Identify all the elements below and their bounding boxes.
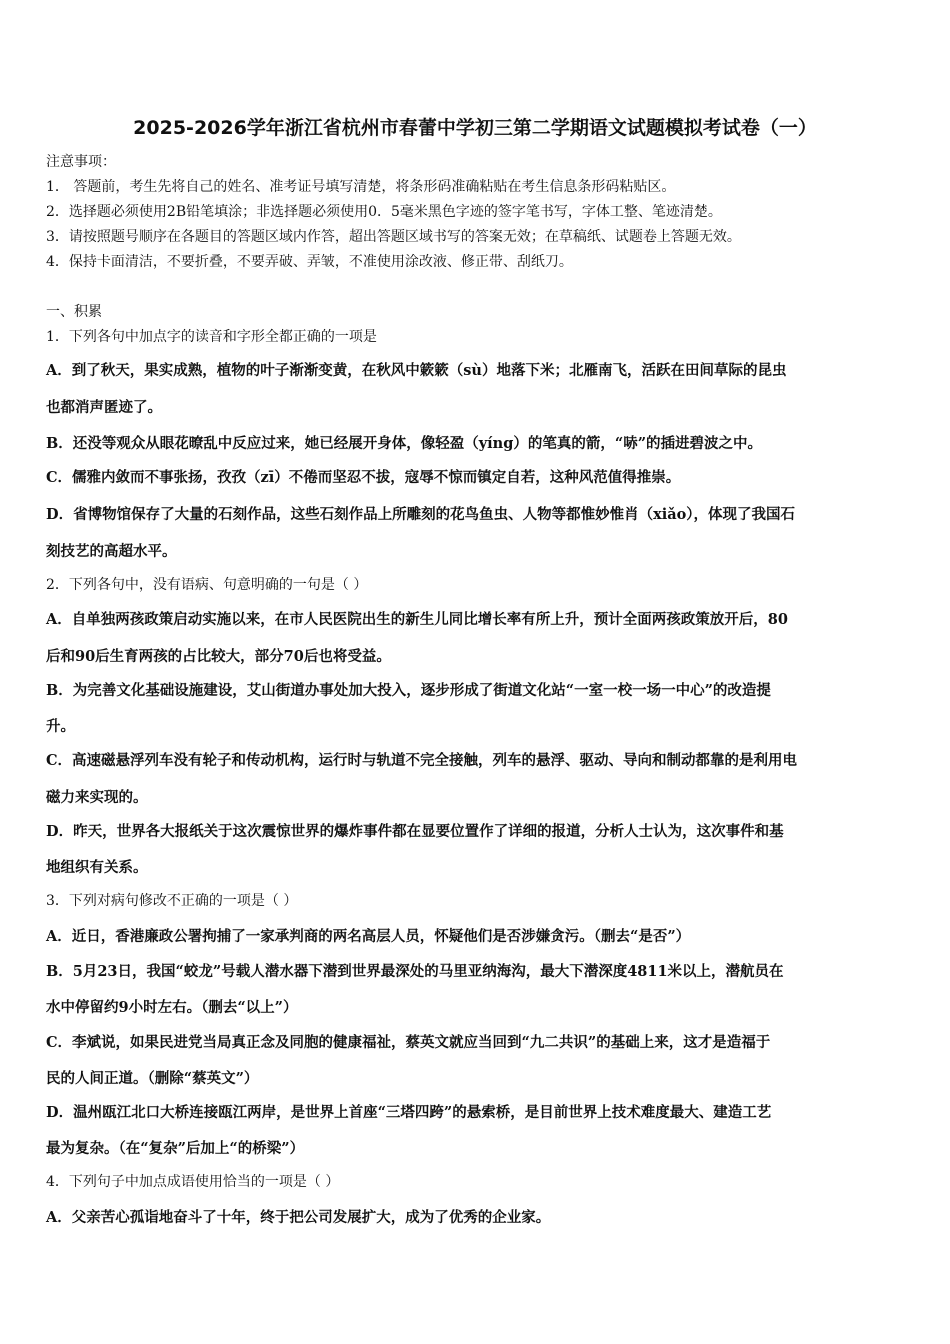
question-2-option-b-line2: 升。	[46, 718, 75, 735]
section-heading: 一、积累	[46, 304, 102, 320]
question-3-option-d-line1: D．温州瓯江北口大桥连接瓯江两岸，是世界上首座“三塔四跨”的悬索桥，是目前世界上技术难度最大、建造工艺	[46, 1104, 772, 1121]
question-1-stem: 1．下列各句中加点字的读音和字形全都正确的一项是	[46, 329, 377, 345]
notice-item-2: 2．选择题必须使用2B铅笔填涂；非选择题必须使用0．5毫米黑色字迹的签字笔书写，字体工整、笔迹清楚。	[46, 204, 722, 220]
question-2-option-a-line2: 后和90后生育两孩的占比较大，部分70后也将受益。	[46, 648, 391, 665]
question-3-option-c-line1: C．李斌说，如果民进党当局真正念及同胞的健康福祉，蔡英文就应当回到“九二共识”的基础上来，这才是造福于	[46, 1034, 771, 1051]
question-2-stem: 2．下列各句中，没有语病、句意明确的一句是（ ）	[46, 577, 368, 593]
question-2-option-d-line2: 地组织有关系。	[46, 859, 148, 876]
question-3-stem: 3．下列对病句修改不正确的一项是（ ）	[46, 893, 298, 909]
question-4-option-a: A．父亲苦心孤诣地奋斗了十年，终于把公司发展扩大，成为了优秀的企业家。	[46, 1209, 551, 1226]
notice-item-1: 1． 答题前，考生先将自己的姓名、准考证号填写清楚，将条形码准确粘贴在考生信息条形码粘贴区。	[46, 179, 676, 195]
question-1-option-a-line2: 也都消声匿迹了。	[46, 399, 162, 416]
question-2-option-c-line1: C．高速磁悬浮列车没有轮子和传动机构，运行时与轨道不完全接触，列车的悬浮、驱动、导向和制动都靠的是利用电	[46, 752, 798, 769]
question-3-option-d-line2: 最为复杂。（在“复杂”后加上“的桥梁”）	[46, 1140, 305, 1157]
page-title: 2025-2026学年浙江省杭州市春蕾中学初三第二学期语文试题模拟考试卷（一）	[133, 117, 817, 139]
question-1-option-c: C．儒雅内敛而不事张扬，孜孜（zī）不倦而坚忍不拔，寇辱不惊而镇定自若，这种风范值得推崇。	[46, 469, 681, 486]
notice-heading: 注意事项：	[46, 154, 116, 170]
notice-block	[46, 150, 916, 275]
question-2-option-d-line1: D．昨天，世界各大报纸关于这次震惊世界的爆炸事件都在显要位置作了详细的报道，分析人士认为，这次事件和基	[46, 823, 784, 840]
question-3-option-b-line2: 水中停留约9小时左右。（删去“以上”）	[46, 999, 298, 1016]
question-2-option-b-line1: B．为完善文化基础设施建设，艾山街道办事处加大投入，逐步形成了街道文化站“一室一校一场一中心”的改造提	[46, 682, 771, 699]
question-1-option-a-line1: A．到了秋天，果实成熟，植物的叶子渐渐变黄，在秋风中簌簌（sù）地落下米；北雁南飞，活跃在田间草际的昆虫	[46, 362, 787, 379]
question-2-option-a-line1: A．自单独两孩政策启动实施以来，在市人民医院出生的新生儿同比增长率有所上升，预计全面两孩政策放开后，80	[46, 611, 788, 628]
question-1-option-b: B．还没等观众从眼花暸乱中反应过来，她已经展开身体，像轻盈（yíng）的笔真的箭，“哧”的插进碧波之中。	[46, 435, 763, 452]
question-2-option-c-line2: 磁力来实现的。	[46, 789, 148, 806]
question-3-option-c-line2: 民的人间正道。（删除“蔡英文”）	[46, 1070, 259, 1087]
question-1-option-d-line1: D．省博物馆保存了大量的石刻作品，这些石刻作品上所雕刻的花鸟鱼虫、人物等都惟妙惟肖（xiǎo），体现了我国石	[46, 506, 796, 523]
question-3-option-a: A．近日，香港廉政公署拘捕了一家承判商的两名高层人员，怀疑他们是否涉嫌贪污。（删去“是否”）	[46, 928, 691, 945]
question-4-stem: 4．下列句子中加点成语使用恰当的一项是（ ）	[46, 1174, 340, 1190]
notice-item-3: 3．请按照题号顺序在各题目的答题区域内作答，超出答题区域书写的答案无效；在草稿纸、试题卷上答题无效。	[46, 229, 741, 245]
question-1-option-d-line2: 刻技艺的高超水平。	[46, 543, 177, 560]
notice-item-4: 4．保持卡面清洁，不要折叠，不要弄破、弄皱，不准使用涂改液、修正带、刮纸刀。	[46, 254, 573, 270]
question-3-option-b-line1: B．5月23日，我国“蛟龙”号载人潜水器下潜到世界最深处的马里亚纳海沟，最大下潜深度4811米以上，潜航员在	[46, 963, 784, 980]
